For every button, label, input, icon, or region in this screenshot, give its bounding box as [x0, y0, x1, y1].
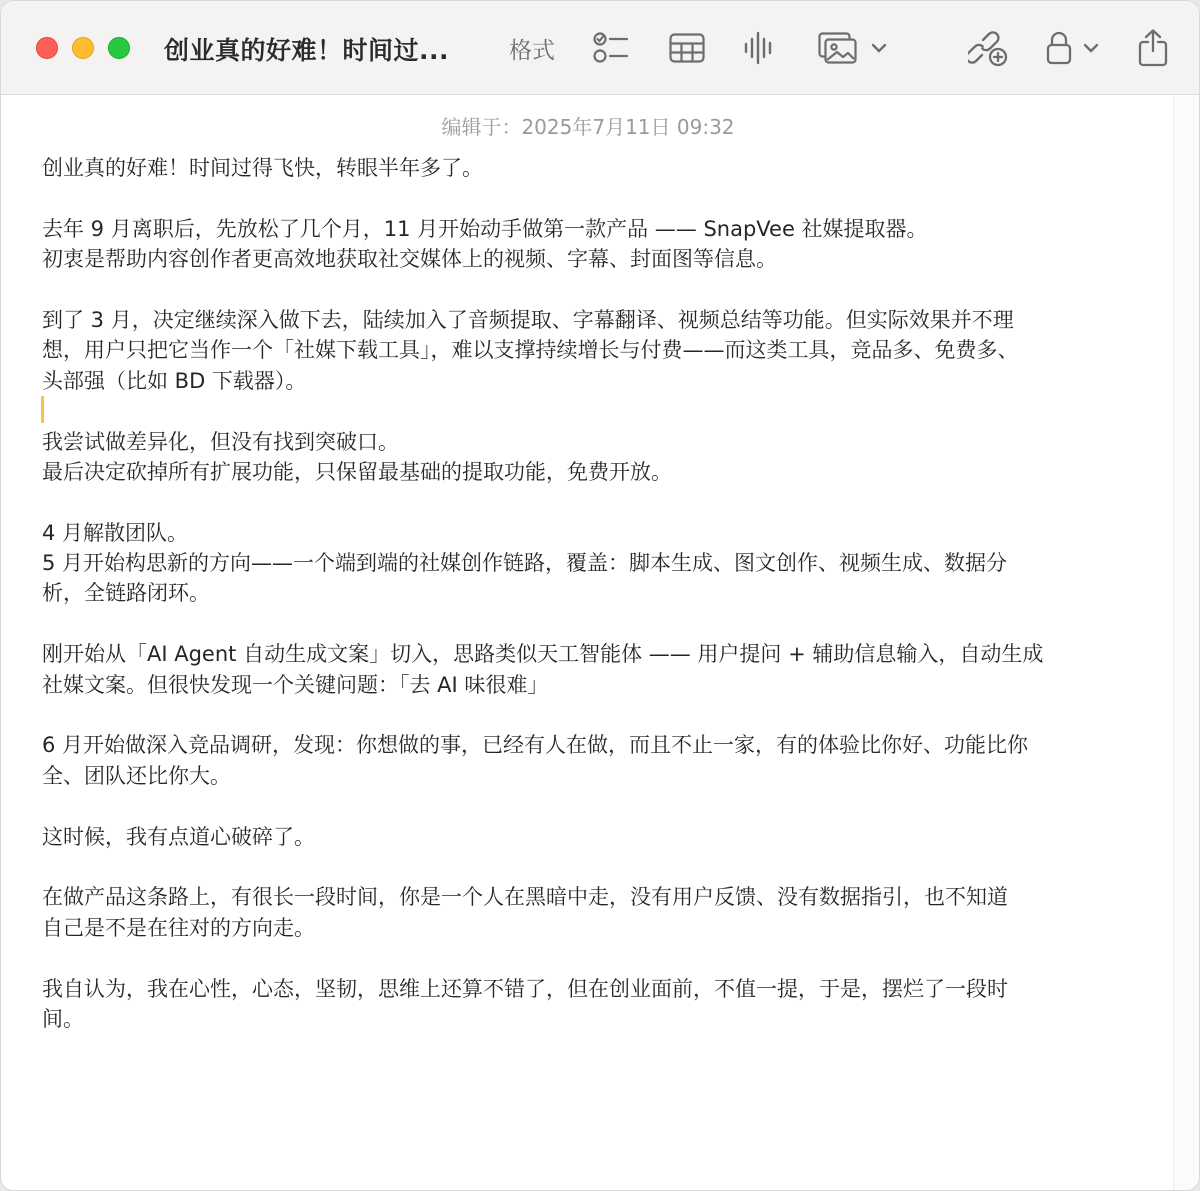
- edited-timestamp: 编辑于：2025年7月11日 09:32: [441, 115, 735, 139]
- note-line: 6 月开始做深入竞品调研，发现：你想做的事，已经有人在做，而且不止一家，有的体验比你好、功能比你: [42, 733, 1029, 758]
- collaborate-button[interactable]: [967, 28, 1009, 68]
- checklist-icon: [593, 31, 629, 65]
- note-line: 间。: [42, 1006, 84, 1031]
- table-icon: [669, 33, 705, 63]
- note-line: 自己是不是在往对的方向走。: [42, 915, 315, 940]
- note-line: 5 月开始构思新的方向——一个端到端的社媒创作链路，覆盖：脚本生成、图文创作、视频生成、数据分: [42, 551, 1008, 576]
- note-editor[interactable]: [1, 95, 1175, 1191]
- share-button[interactable]: [1137, 28, 1169, 68]
- note-line: [42, 609, 1152, 639]
- note-line: 全、团队还比你大。: [42, 763, 231, 788]
- note-line: 初衷是帮助内容创作者更高效地获取社交媒体上的视频、字幕、封面图等信息。: [42, 247, 777, 272]
- chevron-down-icon: [870, 42, 888, 54]
- note-body[interactable]: [42, 153, 1152, 1034]
- checklist-button[interactable]: [591, 28, 631, 68]
- note-line: 在做产品这条路上，有很长一段时间，你是一个人在黑暗中走，没有用户反馈、没有数据指引，也不知道: [42, 885, 1008, 910]
- close-window-button[interactable]: [36, 37, 58, 59]
- note-title: 创业真的好难！时间过...: [164, 36, 449, 65]
- note-line: [42, 852, 1152, 882]
- note-line: 我自认为，我在心性，心态，坚韧，思维上还算不错了，但在创业面前，不值一提，于是，摆烂了一段时: [42, 976, 1008, 1001]
- audio-button[interactable]: [741, 28, 777, 68]
- waveform-icon: [743, 31, 775, 65]
- note-line: 最后决定砍掉所有扩展功能，只保留最基础的提取功能，免费开放。: [42, 459, 672, 484]
- minimize-window-button[interactable]: [72, 37, 94, 59]
- table-button[interactable]: [667, 28, 707, 68]
- link-plus-icon: [968, 29, 1008, 67]
- note-line: [42, 183, 1152, 213]
- note-line: 想，用户只把它当作一个「社媒下载工具」，难以支撑持续增长与付费——而这类工具，竞品多、免费多、: [42, 338, 1019, 363]
- note-line: 创业真的好难！时间过得飞快，转眼半年多了。: [42, 156, 483, 180]
- format-button[interactable]: [507, 28, 557, 68]
- note-line: 析，全链路闭环。: [42, 581, 210, 606]
- note-line: [42, 396, 1152, 426]
- scrollbar-track[interactable]: [1173, 95, 1199, 1191]
- note-line: 社媒文案。但很快发现一个关键问题：「去 AI 味很难」: [42, 672, 549, 697]
- note-line: [42, 943, 1152, 973]
- share-icon: [1138, 29, 1168, 67]
- note-line: [42, 487, 1152, 517]
- note-line: [42, 791, 1152, 821]
- format-label: 格式: [509, 37, 555, 64]
- lock-icon: [1046, 31, 1072, 65]
- note-line: 去年 9 月离职后，先放松了几个月，11 月开始动手做第一款产品 —— SnapVee 社媒提取器。: [42, 216, 928, 241]
- lock-button[interactable]: [1042, 28, 1104, 68]
- note-line: 这时候，我有点道心破碎了。: [42, 824, 315, 849]
- photo-icon: [818, 32, 858, 64]
- note-line: 我尝试做差异化，但没有找到突破口。: [42, 429, 399, 454]
- chevron-down-icon: [1082, 42, 1100, 54]
- note-line: 头部强（比如 BD 下载器）。: [42, 368, 307, 393]
- note-line: 刚开始从「AI Agent 自动生成文案」切入，思路类似天工智能体 —— 用户提问 + 辅助信息输入，自动生成: [42, 642, 1044, 667]
- note-line: 到了 3 月，决定继续深入做下去，陆续加入了音频提取、字幕翻译、视频总结等功能。但实际效果并不理: [42, 307, 1014, 332]
- maximize-window-button[interactable]: [108, 37, 130, 59]
- note-line: 4 月解散团队。: [42, 520, 189, 545]
- title-bar: [1, 1, 1200, 95]
- note-line: [42, 275, 1152, 305]
- note-line: [42, 700, 1152, 730]
- media-button[interactable]: [816, 28, 890, 68]
